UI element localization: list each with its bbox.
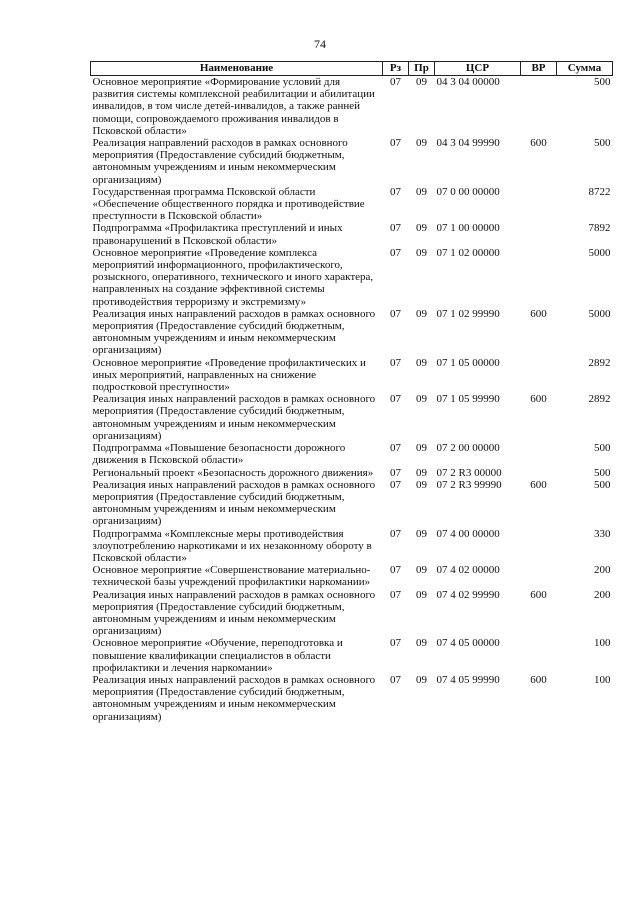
table-row bbox=[91, 247, 613, 308]
row-rz: 07 bbox=[390, 637, 401, 650]
row-sum: 500 bbox=[594, 137, 611, 150]
row-rz: 07 bbox=[390, 588, 401, 601]
row-rz: 07 bbox=[390, 185, 401, 198]
table-row bbox=[91, 222, 613, 246]
table-header-row bbox=[91, 62, 613, 76]
row-vr bbox=[521, 442, 557, 466]
row-name: Реализация иных направлений расходов в рамках основного мероприятия (Предоставление субсидий бюджетным, автономным учреждениям и иным некоммерческим организациям) bbox=[92, 393, 376, 442]
table-row bbox=[91, 393, 613, 442]
row-name: Реализация иных направлений расходов в рамках основного мероприятия (Предоставление субсидий бюджетным, автономным учреждениям и иным некоммерческим организациям) bbox=[92, 307, 376, 357]
row-sum: 500 bbox=[594, 478, 611, 491]
row-pr: 09 bbox=[409, 76, 435, 138]
row-rz: 07 bbox=[390, 564, 401, 577]
row-pr: 09 bbox=[416, 588, 427, 601]
row-vr: 600 bbox=[530, 307, 547, 320]
row-rz: 07 bbox=[390, 466, 401, 479]
table-row bbox=[91, 137, 613, 186]
row-pr: 09 bbox=[416, 673, 427, 686]
row-vr bbox=[521, 564, 557, 588]
table-row bbox=[91, 674, 613, 723]
row-vr: 600 bbox=[530, 478, 547, 491]
row-name: Подпрограмма «Повышение безопасности дорожного движения в Псковской области» bbox=[92, 442, 346, 467]
row-name: Реализация иных направлений расходов в рамках основного мероприятия (Предоставление субсидий бюджетным, автономным учреждениям и иным некоммерческим организациям) bbox=[92, 478, 376, 528]
row-vr bbox=[521, 76, 557, 138]
table-row bbox=[91, 479, 613, 528]
row-rz: 07 bbox=[390, 442, 401, 455]
row-csr: 07 1 05 00000 bbox=[436, 356, 500, 369]
row-name: Государственная программа Псковской области «Обеспечение общественного порядка и противодействие преступности в Псковской области» bbox=[92, 185, 365, 223]
row-name: Основное мероприятие «Обучение, переподготовка и повышение квалификации специалистов в области профилактики и лечения наркомании» bbox=[92, 637, 343, 674]
row-sum: 200 bbox=[594, 564, 611, 577]
row-csr: 07 2 00 00000 bbox=[436, 442, 500, 455]
row-vr bbox=[521, 528, 557, 565]
row-csr: 07 2 R3 00000 bbox=[436, 466, 502, 479]
row-pr: 09 bbox=[416, 356, 427, 369]
row-pr: 09 bbox=[416, 246, 427, 259]
row-sum: 100 bbox=[594, 673, 611, 686]
row-vr bbox=[521, 247, 557, 308]
row-vr bbox=[521, 637, 557, 674]
row-pr: 09 bbox=[416, 307, 427, 320]
row-name: Основное мероприятие «Проведение комплекса мероприятий информационного, профилактического, розыскного, оперативного, технического и иного характера, направленных на создание эффективной системы противодействия терроризму и экстремизму» bbox=[92, 246, 374, 308]
row-rz: 07 bbox=[390, 393, 401, 406]
row-name: Реализация иных направлений расходов в рамках основного мероприятия (Предоставление субсидий бюджетным, автономным учреждениям и иным некоммерческим организациям) bbox=[92, 673, 376, 723]
row-sum: 500 bbox=[594, 466, 611, 479]
row-sum: 7892 bbox=[588, 222, 611, 235]
row-csr: 07 1 00 00000 bbox=[436, 222, 500, 235]
row-rz: 07 bbox=[390, 307, 401, 320]
row-csr: 04 3 04 00000 bbox=[435, 76, 521, 138]
row-rz: 07 bbox=[390, 527, 401, 540]
row-rz: 07 bbox=[390, 478, 401, 491]
row-name: Основное мероприятие «Формирование условий для развития системы комплексной реабилитации и абилитации инвалидов, в том числе детей-инвалидов, а также ранней помощи, сопровождаемого проживания инвалидов в Псковской области» bbox=[91, 76, 383, 138]
row-pr: 09 bbox=[416, 185, 427, 198]
table-row bbox=[91, 528, 613, 565]
row-csr: 04 3 04 99990 bbox=[436, 137, 500, 150]
row-pr: 09 bbox=[416, 637, 427, 650]
row-csr: 07 1 05 99990 bbox=[436, 393, 500, 406]
row-pr: 09 bbox=[416, 393, 427, 406]
row-rz: 07 bbox=[383, 76, 409, 138]
row-rz: 07 bbox=[390, 246, 401, 259]
row-name: Региональный проект «Безопасность дорожного движения» bbox=[92, 466, 374, 479]
table-row bbox=[91, 186, 613, 223]
row-rz: 07 bbox=[390, 137, 401, 150]
row-csr: 07 4 05 00000 bbox=[436, 637, 500, 650]
row-pr: 09 bbox=[416, 442, 427, 455]
row-rz: 07 bbox=[390, 356, 401, 369]
table-row bbox=[91, 637, 613, 674]
header-vr: ВР bbox=[521, 62, 557, 76]
header-sum: Сумма bbox=[557, 62, 613, 76]
header-rz: Рз bbox=[383, 62, 409, 76]
row-pr: 09 bbox=[416, 137, 427, 150]
row-name: Основное мероприятие «Совершенствование материально-технической базы учреждений профилактики наркомании» bbox=[92, 564, 371, 589]
row-sum: 2892 bbox=[588, 393, 611, 406]
row-name: Основное мероприятие «Проведение профилактических и иных мероприятий, направленных на снижение подростковой преступности» bbox=[92, 356, 366, 394]
page-number: 74 bbox=[314, 37, 326, 51]
row-csr: 07 4 02 00000 bbox=[436, 564, 500, 577]
table-row bbox=[91, 467, 613, 479]
row-vr: 600 bbox=[530, 673, 547, 686]
table-row bbox=[91, 76, 613, 138]
row-vr bbox=[521, 186, 557, 223]
row-pr: 09 bbox=[416, 222, 427, 235]
row-name: Реализация иных направлений расходов в рамках основного мероприятия (Предоставление субсидий бюджетным, автономным учреждениям и иным некоммерческим организациям) bbox=[92, 588, 376, 638]
row-sum: 500 bbox=[557, 76, 613, 138]
row-sum: 2892 bbox=[588, 356, 611, 369]
row-sum: 8722 bbox=[588, 185, 611, 198]
row-csr: 07 1 02 99990 bbox=[436, 307, 500, 320]
row-vr: 600 bbox=[530, 588, 547, 601]
budget-table bbox=[90, 61, 613, 723]
header-name: Наименование bbox=[91, 62, 383, 76]
table-row bbox=[91, 442, 613, 466]
row-pr: 09 bbox=[416, 527, 427, 540]
row-csr: 07 4 00 00000 bbox=[436, 527, 500, 540]
table-row bbox=[91, 308, 613, 357]
row-pr: 09 bbox=[416, 478, 427, 491]
table-row bbox=[91, 357, 613, 394]
row-csr: 07 4 05 99990 bbox=[436, 673, 500, 686]
row-pr: 09 bbox=[416, 466, 427, 479]
table-row bbox=[91, 564, 613, 588]
row-vr: 600 bbox=[530, 393, 547, 406]
row-pr: 09 bbox=[416, 564, 427, 577]
row-vr bbox=[521, 357, 557, 394]
row-vr bbox=[521, 222, 557, 246]
header-csr: ЦСР bbox=[435, 62, 521, 76]
row-sum: 5000 bbox=[588, 246, 611, 259]
row-csr: 07 0 00 00000 bbox=[436, 185, 500, 198]
row-csr: 07 2 R3 99990 bbox=[436, 478, 502, 491]
row-vr bbox=[521, 467, 557, 479]
row-sum: 330 bbox=[594, 527, 611, 540]
table-row bbox=[91, 589, 613, 638]
row-name: Подпрограмма «Профилактика преступлений и иных правонарушений в Псковской области» bbox=[92, 222, 343, 247]
row-sum: 5000 bbox=[588, 307, 611, 320]
row-name: Реализация направлений расходов в рамках основного мероприятия (Предоставление субсидий бюджетным, автономным учреждениям и иным некоммерческим организациям) bbox=[92, 137, 348, 186]
row-csr: 07 1 02 00000 bbox=[436, 246, 500, 259]
row-sum: 200 bbox=[594, 588, 611, 601]
header-pr: Пр bbox=[409, 62, 435, 76]
row-name: Подпрограмма «Комплексные меры противодействия злоупотреблению наркотиками и их незаконному обороту в Псковской области» bbox=[92, 527, 372, 564]
row-rz: 07 bbox=[390, 222, 401, 235]
row-sum: 100 bbox=[594, 637, 611, 650]
row-sum: 500 bbox=[594, 442, 611, 455]
row-vr: 600 bbox=[530, 137, 547, 150]
row-csr: 07 4 02 99990 bbox=[436, 588, 500, 601]
row-rz: 07 bbox=[390, 673, 401, 686]
